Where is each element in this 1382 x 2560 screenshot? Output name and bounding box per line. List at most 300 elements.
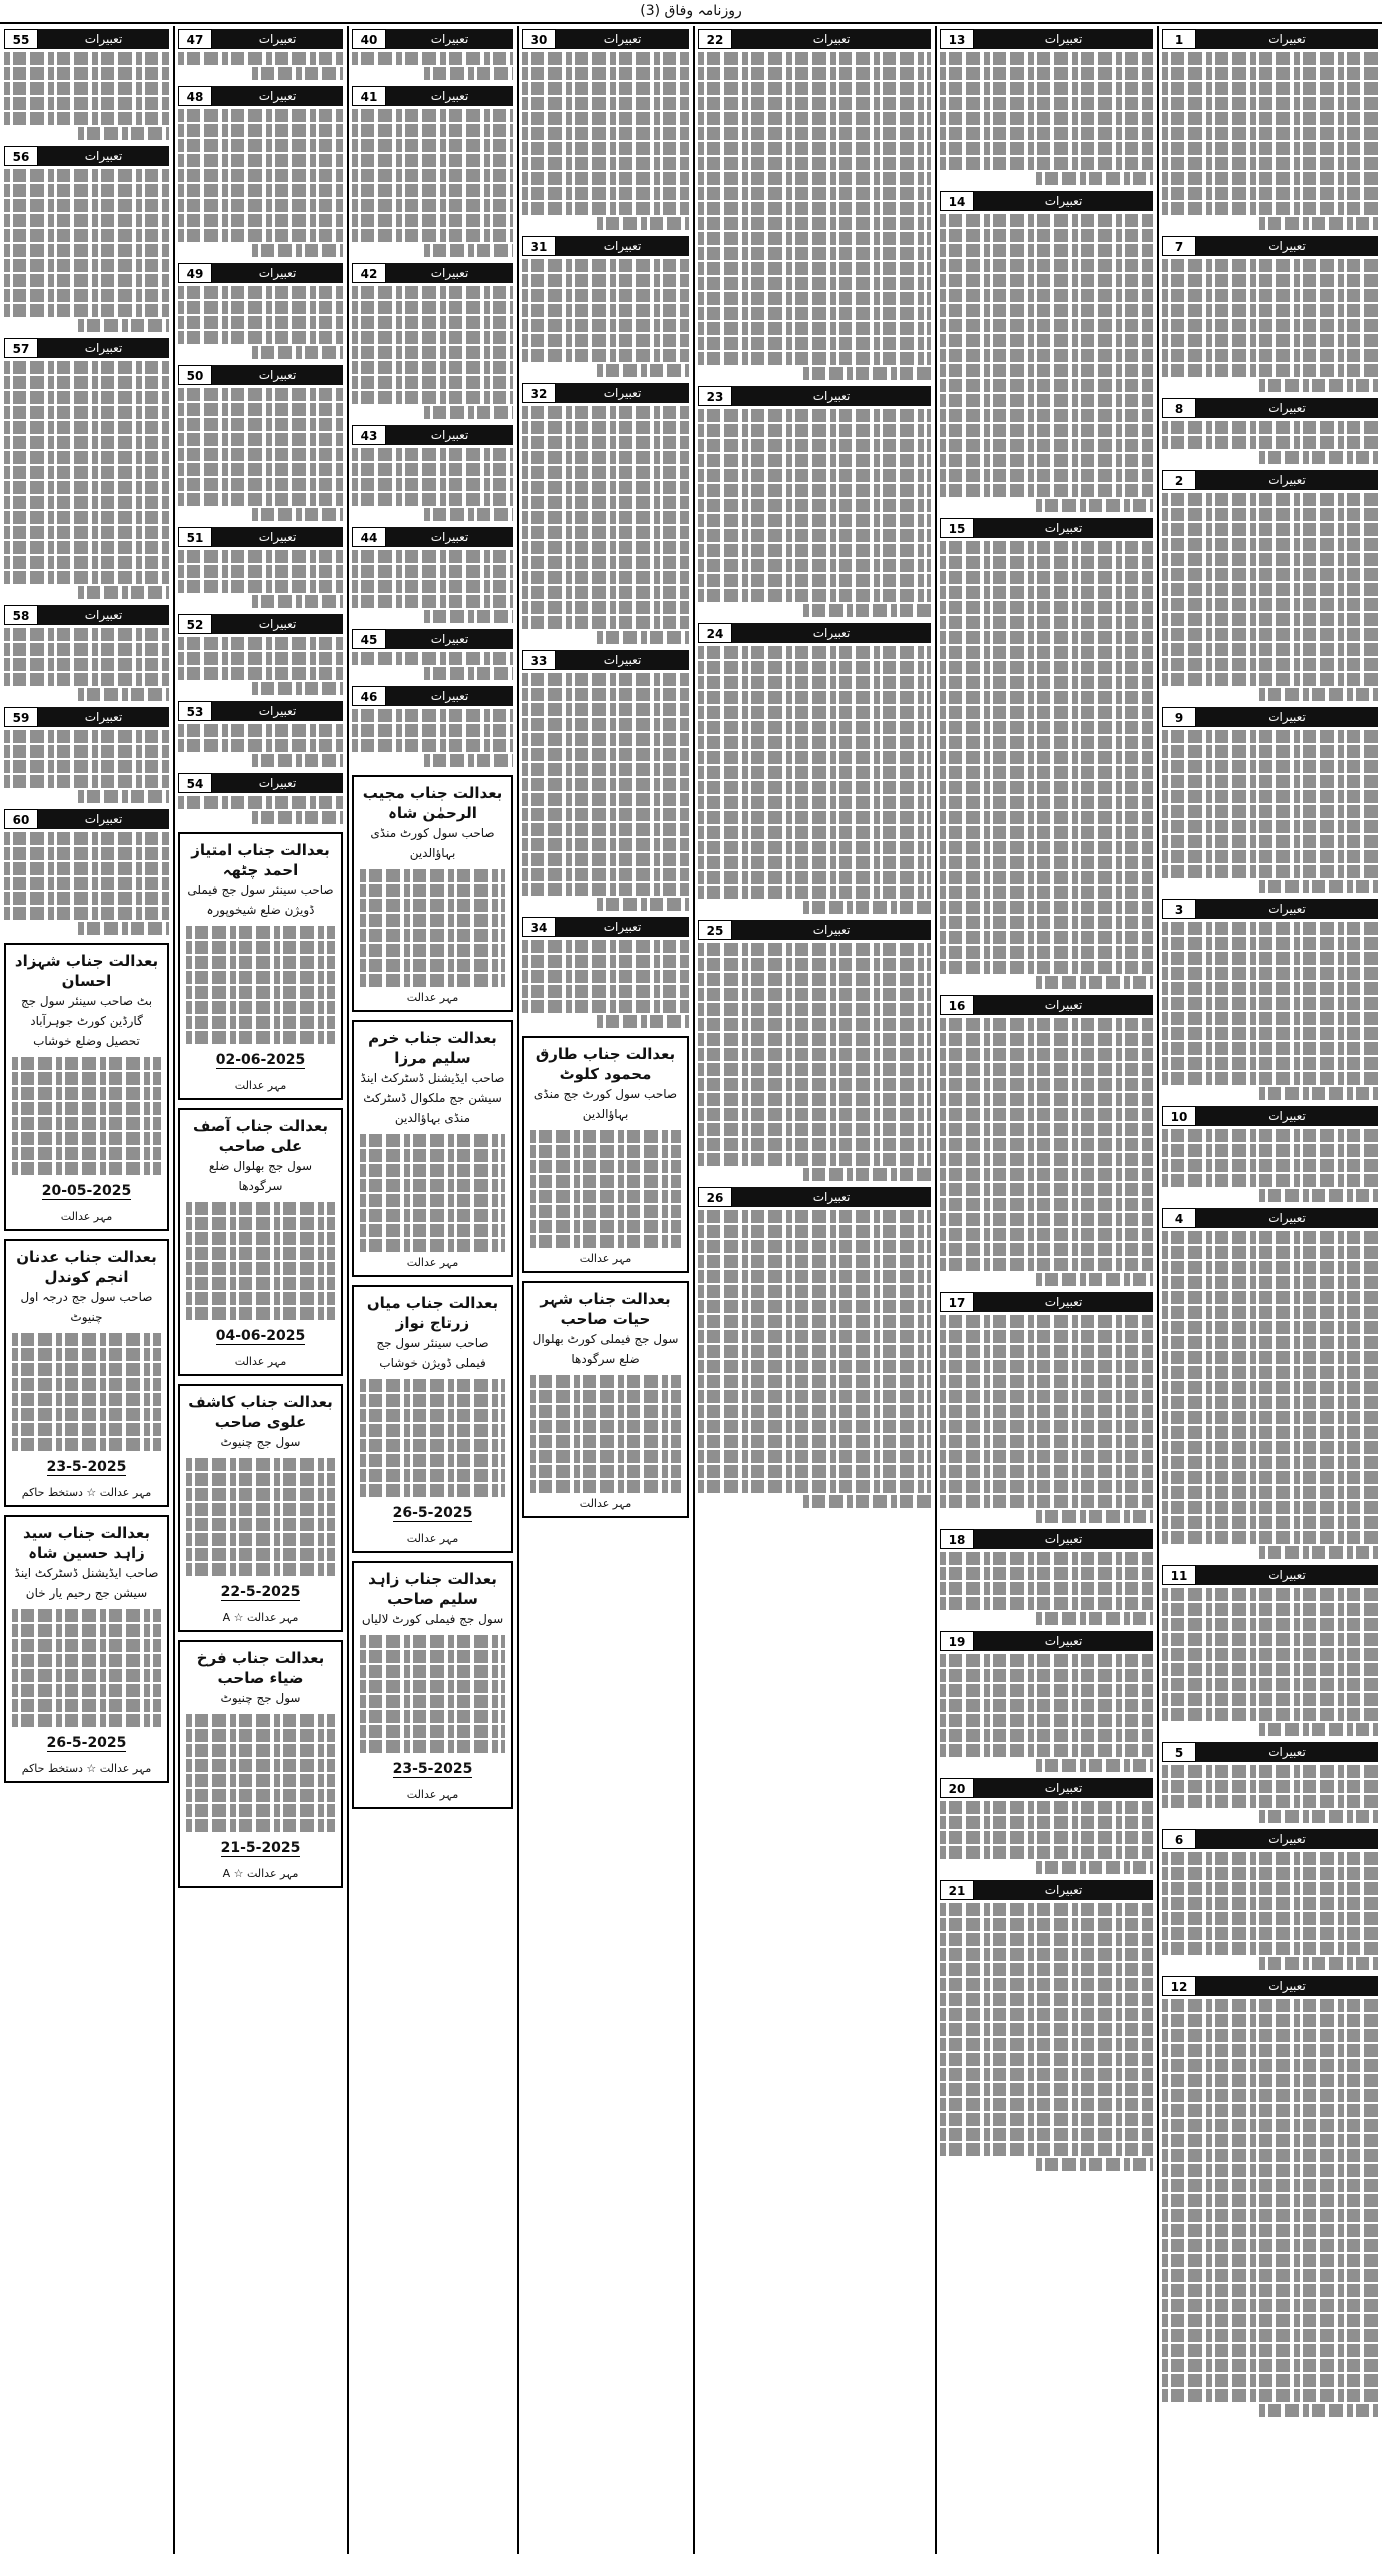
text-line [1162,1867,1378,1880]
text-line [186,1016,335,1029]
text-line [940,112,1153,125]
text-line [252,811,343,824]
text-line [1162,202,1378,215]
text-line [12,1147,161,1160]
text-line [360,1164,505,1177]
text-line [4,406,169,419]
text-line [186,971,335,984]
text-line [940,1963,1153,1976]
text-line [1162,2179,1378,2192]
notice-item [352,527,513,623]
text-line [352,709,513,722]
court-title: بعدالت جناب مجیب الرحمٰن شاہ صاحب سول کورٹ منڈی بہاؤالدین [360,783,505,863]
text-line [940,1405,1153,1418]
text-line [698,574,931,587]
notice-item [698,623,931,914]
text-line [12,1132,161,1145]
text-line [803,367,931,380]
text-line [940,1684,1153,1697]
text-line [1162,745,1378,758]
text-line [698,277,931,290]
notice-number: 31 [522,236,556,256]
text-line [522,127,689,140]
text-line [1162,1693,1378,1706]
text-line [522,289,689,302]
text-line [1162,2194,1378,2207]
notice-item [178,614,343,695]
text-line [4,556,169,569]
notice-number: 33 [522,650,556,670]
notice-section-label: تعبیرات [556,29,689,49]
text-line [698,766,931,779]
text-line [698,172,931,185]
text-line [352,214,513,227]
text-line [78,790,169,803]
text-line [940,1903,1153,1916]
text-line [178,52,343,65]
text-line [1162,157,1378,170]
text-line [178,139,343,152]
column-3 [694,26,936,2554]
text-line [940,52,1153,65]
text-line [940,1831,1153,1844]
text-line [698,202,931,215]
text-line [698,1018,931,1031]
text-line [522,436,689,449]
notice-number: 18 [940,1529,974,1549]
text-line [186,1488,335,1501]
text-line [1162,658,1378,671]
text-line [1036,1759,1153,1772]
notice-section-label: تعبیرات [386,686,513,706]
court-notice-box [178,1108,343,1376]
text-line [522,526,689,539]
text-line [698,1450,931,1463]
text-line [940,1123,1153,1136]
text-line [940,961,1153,974]
text-line [360,1134,505,1147]
notice-header [178,614,343,634]
text-line [178,724,343,737]
text-line [4,361,169,374]
notice-number: 50 [178,365,212,385]
text-line [12,1117,161,1130]
notice-section-label: تعبیرات [212,773,343,793]
text-line [698,217,931,230]
text-line [4,244,169,257]
text-line [698,232,931,245]
text-line [1259,2404,1378,2417]
notice-section-label: تعبیرات [974,29,1153,49]
text-line [1162,52,1378,65]
text-line [940,1495,1153,1508]
notice-number: 6 [1162,1829,1196,1849]
text-line [352,448,513,461]
notice-header [1162,899,1378,919]
text-line [522,571,689,584]
text-line [1259,1189,1378,1202]
text-line [698,1330,931,1343]
notice-item [1162,1565,1378,1736]
court-title: بعدالت جناب امتیاز احمد چٹھہ صاحب سینئر سول جج فیملی ڈویژن ضلع شیخوپورہ [186,840,335,920]
text-line [360,1680,505,1693]
notice-section-label: تعبیرات [732,623,931,643]
text-line [940,2068,1153,2081]
text-line [522,601,689,614]
text-line [1162,1246,1378,1259]
text-line [4,541,169,554]
text-line [4,97,169,110]
notice-header [940,29,1153,49]
text-line [252,67,343,80]
notice-number: 11 [1162,1565,1196,1585]
court-subtitle: بٹ صاحب سینئر سول جج گارڈین کورٹ جوہرآباد تحصیل وضلع خوشاب [20,994,153,1048]
text-line [698,736,931,749]
text-line [698,322,931,335]
text-line [698,1048,931,1061]
text-line [178,154,343,167]
text-line [940,2083,1153,2096]
text-line [12,1408,161,1421]
notice-number: 54 [178,773,212,793]
text-line [178,796,343,809]
notice-number: 7 [1162,236,1196,256]
text-line [940,1552,1153,1565]
text-line [360,1740,505,1753]
text-line [12,1423,161,1436]
text-line [940,1360,1153,1373]
text-line [12,1684,161,1697]
text-line [698,247,931,260]
text-line [522,97,689,110]
text-line [940,484,1153,497]
text-line [186,1819,335,1832]
text-line [1162,2209,1378,2222]
notice-header [940,518,1153,538]
text-line [940,691,1153,704]
notice-section-label: تعبیرات [974,1778,1153,1798]
text-line [352,391,513,404]
text-line [186,956,335,969]
text-line [698,1480,931,1493]
text-line [940,409,1153,422]
notice-header [940,995,1153,1015]
text-line [186,1563,335,1576]
text-line [186,941,335,954]
text-line [940,1582,1153,1595]
court-subtitle: صاحب سول کورٹ جج منڈی بہاؤالدین [533,1087,678,1121]
text-line [1162,172,1378,185]
text-line [530,1160,681,1173]
text-line [1162,2164,1378,2177]
text-line [186,1292,335,1305]
text-line [522,82,689,95]
text-line [1162,2074,1378,2087]
text-line [1162,2239,1378,2252]
notice-header [4,809,169,829]
notice-header [352,686,513,706]
notice-header [1162,29,1378,49]
text-line [186,1277,335,1290]
text-line [698,142,931,155]
court-notice-box [4,1515,169,1783]
text-line [1259,1957,1378,1970]
text-line [698,52,931,65]
notice-header [352,86,513,106]
text-line [940,811,1153,824]
text-line [522,673,689,686]
text-line [1162,82,1378,95]
notice-number: 49 [178,263,212,283]
text-line [12,1378,161,1391]
notice-section-label: تعبیرات [556,650,689,670]
text-line [940,349,1153,362]
notice-number: 19 [940,1631,974,1651]
text-line [352,550,513,563]
text-line [1259,451,1378,464]
notice-item [178,773,343,824]
text-line [178,739,343,752]
notice-item [1162,236,1378,392]
text-line [698,751,931,764]
notice-number: 23 [698,386,732,406]
text-line [4,82,169,95]
text-line [940,1744,1153,1757]
notice-item [940,29,1153,185]
text-line [530,1405,681,1418]
notice-section-label: تعبیرات [974,1292,1153,1312]
text-line [940,706,1153,719]
notice-item [1162,398,1378,464]
text-line [940,871,1153,884]
text-line [4,658,169,671]
notice-section-label: تعبیرات [38,707,169,727]
text-line [522,703,689,716]
text-line [698,559,931,572]
text-line [940,1816,1153,1829]
text-line [1162,1912,1378,1925]
text-line [1162,1351,1378,1364]
hearing-date: 26-5-2025 [392,1505,473,1521]
text-line [178,493,343,506]
text-line [1162,1765,1378,1778]
text-line [597,364,689,377]
text-line [1259,379,1378,392]
text-line [698,337,931,350]
text-line [1162,2014,1378,2027]
notice-section-label: تعبیرات [974,1880,1153,1900]
text-line [4,526,169,539]
notice-header [522,236,689,256]
text-line [530,1465,681,1478]
notice-section-label: تعبیرات [1196,1829,1378,1849]
text-line [698,943,931,956]
text-line [186,1518,335,1531]
hearing-date: 20-05-2025 [41,1183,132,1199]
text-line [698,841,931,854]
text-line [1259,880,1378,893]
text-line [186,1202,335,1215]
text-line [940,229,1153,242]
notice-number: 51 [178,527,212,547]
court-subtitle: صاحب ایڈیشنل ڈسٹرکٹ اینڈ سیشن جج ملکوال ڈسٹرکٹ منڈی بہاؤالدین [360,1071,505,1125]
text-line [940,601,1153,614]
notice-item [698,386,931,617]
notice-item [352,425,513,521]
text-line [530,1480,681,1493]
text-line [698,811,931,824]
text-line [1162,2299,1378,2312]
text-line [940,1948,1153,1961]
notice-number: 2 [1162,470,1196,490]
text-line [940,1168,1153,1181]
notice-header [698,920,931,940]
text-line [1162,142,1378,155]
text-line [522,940,689,953]
text-line [360,1635,505,1648]
text-line [522,112,689,125]
text-line [178,286,343,299]
text-line [522,883,689,896]
text-line [4,421,169,434]
text-line [4,481,169,494]
text-line [698,826,931,839]
text-line [1259,1546,1378,1559]
text-line [1162,598,1378,611]
text-line [940,214,1153,227]
text-line [178,124,343,137]
text-line [940,1435,1153,1448]
text-line [360,1710,505,1723]
text-line [940,259,1153,272]
notice-item [940,1529,1153,1625]
text-line [1259,1810,1378,1823]
text-line [352,463,513,476]
text-line [424,754,513,767]
court-notice-box [352,1561,513,1809]
text-line [940,586,1153,599]
text-line [1162,2224,1378,2237]
text-line [530,1190,681,1203]
notice-header [178,701,343,721]
text-line [597,217,689,230]
notice-item [1162,470,1378,701]
text-line [940,631,1153,644]
text-line [178,565,343,578]
text-line [352,229,513,242]
text-line [360,1695,505,1708]
text-line [1162,922,1378,935]
text-line [1162,1648,1378,1661]
text-line [4,436,169,449]
text-line [1162,289,1378,302]
text-line [424,406,513,419]
court-subtitle: صاحب ایڈیشنل ڈسٹرکٹ اینڈ سیشن جج رحیم یار خان [14,1566,159,1600]
notice-header [940,1880,1153,1900]
text-line [1162,1366,1378,1379]
text-line [1162,553,1378,566]
court-seal: مہر عدالت [234,1079,287,1092]
text-line [940,1078,1153,1091]
notice-section-label: تعبیرات [1196,29,1378,49]
notice-section-label: تعبیرات [1196,1742,1378,1762]
notice-section-label: تعبیرات [1196,1106,1378,1126]
text-line [940,1315,1153,1328]
text-line [1162,673,1378,686]
text-line [1162,421,1378,434]
text-line [698,1108,931,1121]
text-line [178,637,343,650]
text-line [360,1484,505,1497]
text-line [1162,259,1378,272]
text-line [4,466,169,479]
notice-item [4,809,169,935]
text-line [698,988,931,1001]
notice-number: 20 [940,1778,974,1798]
text-line [360,1725,505,1738]
court-subtitle: سول جج فیملی کورٹ بھلوال ضلع سرگودھا [532,1332,679,1366]
notice-header [4,338,169,358]
text-line [4,775,169,788]
text-line [1162,1852,1378,1865]
text-line [12,1699,161,1712]
text-line [4,745,169,758]
text-line [698,424,931,437]
text-line [4,376,169,389]
hearing-date: 22-5-2025 [220,1584,301,1600]
notice-header [1162,1565,1378,1585]
notice-number: 44 [352,527,386,547]
notice-section-label: تعبیرات [974,191,1153,211]
text-line [4,832,169,845]
notice-section-label: تعبیرات [38,809,169,829]
notice-item [4,707,169,803]
text-line [352,199,513,212]
text-line [4,214,169,227]
text-line [360,1379,505,1392]
text-line [178,580,343,593]
text-line [698,112,931,125]
text-line [522,304,689,317]
notice-section-label: تعبیرات [386,425,513,445]
text-line [522,1000,689,1013]
notice-header [4,707,169,727]
text-line [352,109,513,122]
notice-header [178,365,343,385]
text-line [360,1149,505,1162]
text-line [522,586,689,599]
notice-section-label: تعبیرات [974,1631,1153,1651]
text-line [360,1224,505,1237]
notice-header [1162,1742,1378,1762]
text-line [530,1235,681,1248]
text-line [522,274,689,287]
text-line [12,1438,161,1451]
text-line [522,172,689,185]
notice-item [4,146,169,332]
column-rule [518,26,519,2554]
text-line [1162,1456,1378,1469]
text-line [940,97,1153,110]
notice-number: 22 [698,29,732,49]
text-line [522,688,689,701]
notice-item [4,605,169,701]
notice-header [352,263,513,283]
notice-item [1162,29,1378,230]
text-line [12,1393,161,1406]
text-line [940,1933,1153,1946]
text-line [12,1639,161,1652]
